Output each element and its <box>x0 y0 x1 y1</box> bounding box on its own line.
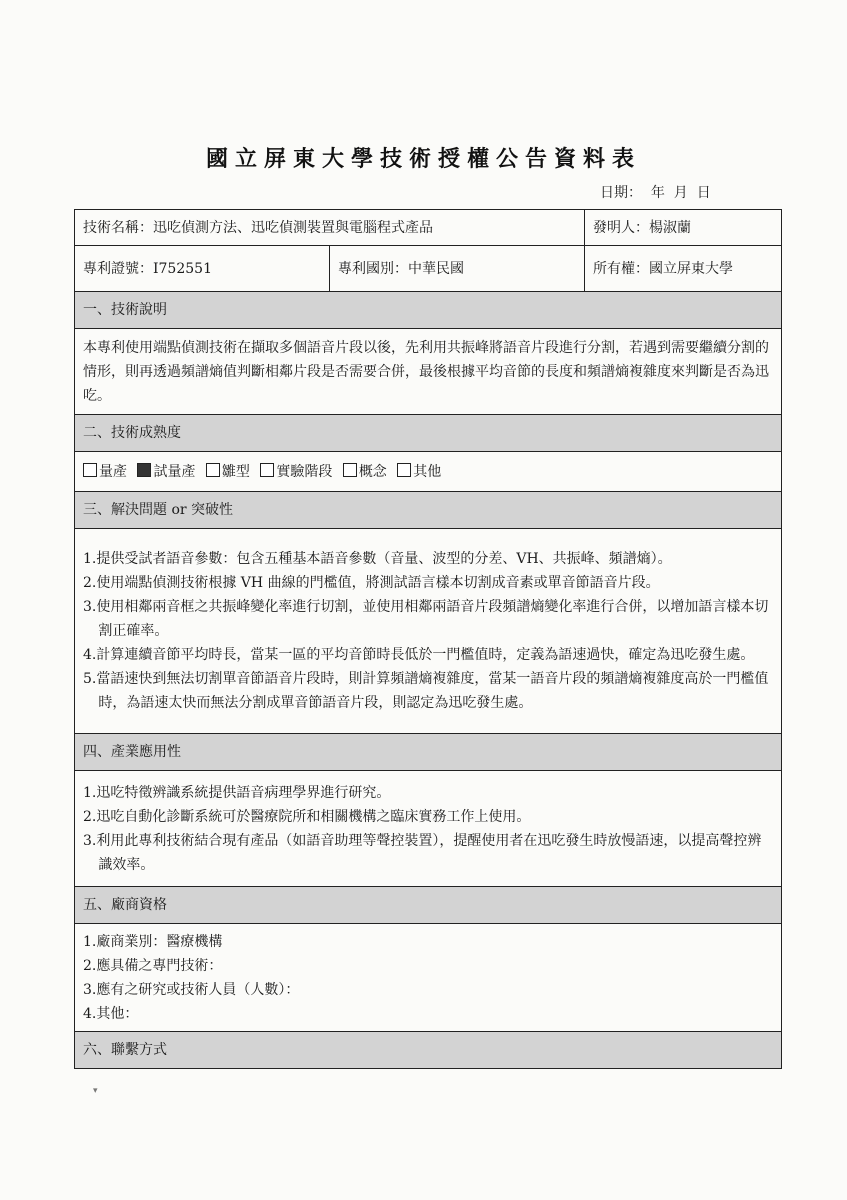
section-4-header <box>75 734 782 771</box>
checkbox-icon[interactable] <box>83 463 97 477</box>
section-3-header <box>75 492 782 529</box>
section-5-body <box>75 924 782 1032</box>
maturity-option[interactable] <box>206 464 250 480</box>
maturity-option[interactable] <box>83 464 127 480</box>
section-1-header <box>75 292 782 329</box>
checkbox-icon[interactable] <box>343 463 357 477</box>
patent-number-cell: 專利證號：I752551 <box>75 246 330 292</box>
list-item: 1.提供受試者語音參數：包含五種基本語音參數（音量、波型的分差、VH、共振峰、頻譜熵）。 <box>83 551 672 567</box>
tech-description-text: 本專利使用端點偵測技術在擷取多個語音片段以後，先利用共振峰將語音片段進行分割，若遇到需要繼續分割的情形，則再透過頻譜熵值判斷相鄰片段是否需要合併，最後根據平均音節的長度和頻譜熵複雜度來判斷是否為迅吃。 <box>75 329 782 415</box>
maturity-option[interactable] <box>260 464 332 480</box>
section-heading: 三、解決問題 or 突破性 <box>75 492 782 529</box>
checkbox-icon[interactable] <box>137 463 151 477</box>
section-heading: 六、聯繫方式 <box>75 1032 782 1069</box>
section-2-header <box>75 415 782 452</box>
maturity-options <box>75 452 782 492</box>
checkbox-icon[interactable] <box>206 463 220 477</box>
option-label: 概念 <box>358 463 387 480</box>
checkbox-icon[interactable] <box>260 463 274 477</box>
section-2-body <box>75 452 782 492</box>
patent-info-row <box>75 246 782 292</box>
option-label: 試量產 <box>153 463 196 480</box>
section-3-body <box>75 529 782 734</box>
list-item: 2.應具備之專門技術： <box>83 957 223 974</box>
list-item: 1.迅吃特徵辨識系統提供語音病理學界進行研究。 <box>83 784 391 801</box>
maturity-option[interactable] <box>137 464 195 480</box>
date-field: 日期： 年 月 日 <box>600 185 711 201</box>
section-heading: 二、技術成熟度 <box>75 415 782 452</box>
list-item: 3.應有之研究或技術人員（人數）： <box>83 981 300 998</box>
list-item: 1.廠商業別：醫療機構 <box>83 933 223 950</box>
list-item: 2.使用端點偵測技術根據 VH 曲線的門檻值，將測試語言樣本切割成音素或單音節語音片段。 <box>83 575 660 591</box>
vendor-qualification-list <box>75 924 782 1032</box>
list-item: 4.其他： <box>83 1005 139 1022</box>
list-item: 3.利用此專利技術結合現有產品（如語音助理等聲控裝置），提醒使用者在迅吃發生時放慢語速，以提高聲控辨識效率。 <box>83 832 762 873</box>
section-heading: 四、產業應用性 <box>75 734 782 771</box>
section-heading: 五、廠商資格 <box>75 887 782 924</box>
list-item: 4.計算連續音節平均時長，當某一區的平均音節時長低於一門檻值時，定義為語速過快，確定為迅吃發生處。 <box>83 647 755 663</box>
owner-cell: 所有權：國立屏東大學 <box>585 246 782 292</box>
maturity-option[interactable] <box>397 464 441 480</box>
section-4-body <box>75 771 782 887</box>
problem-list <box>75 529 782 734</box>
list-item: 3.使用相鄰兩音框之共振峰變化率進行切割，並使用相鄰兩語音片段頻譜熵變化率進行合併，以增加語言樣本切割正確率。 <box>83 599 769 639</box>
page-title: 國立屏東大學技術授權公告資料表 <box>205 146 641 172</box>
section-1-body <box>75 329 782 415</box>
option-label: 量產 <box>99 463 127 480</box>
section-6-header <box>75 1032 782 1069</box>
tech-name-row <box>75 210 782 246</box>
list-item: 5.當語速快到無法切割單音節語音片段時，則計算頻譜熵複雜度，當某一語音片段的頻譜熵複雜度高於一門檻值時，為語速太快而無法分割成單音節語音片段，則認定為迅吃發生處。 <box>83 671 769 711</box>
option-label: 雛型 <box>221 463 250 480</box>
scan-mark: ▾ <box>93 1086 98 1096</box>
announcement-form-table <box>74 209 782 1069</box>
section-heading: 一、技術說明 <box>75 292 782 329</box>
list-item: 2.迅吃自動化診斷系統可於醫療院所和相關機構之臨床實務工作上使用。 <box>83 808 531 825</box>
maturity-option[interactable] <box>343 464 387 480</box>
inventor-cell: 發明人：楊淑蘭 <box>585 210 782 246</box>
application-list <box>75 771 782 887</box>
option-label: 其他 <box>413 463 442 480</box>
patent-country-cell: 專利國別：中華民國 <box>330 246 585 292</box>
section-5-header <box>75 887 782 924</box>
option-label: 實驗階段 <box>276 463 333 480</box>
checkbox-icon[interactable] <box>397 463 411 477</box>
tech-name-cell: 技術名稱：迅吃偵測方法、迅吃偵測裝置與電腦程式產品 <box>75 210 585 246</box>
